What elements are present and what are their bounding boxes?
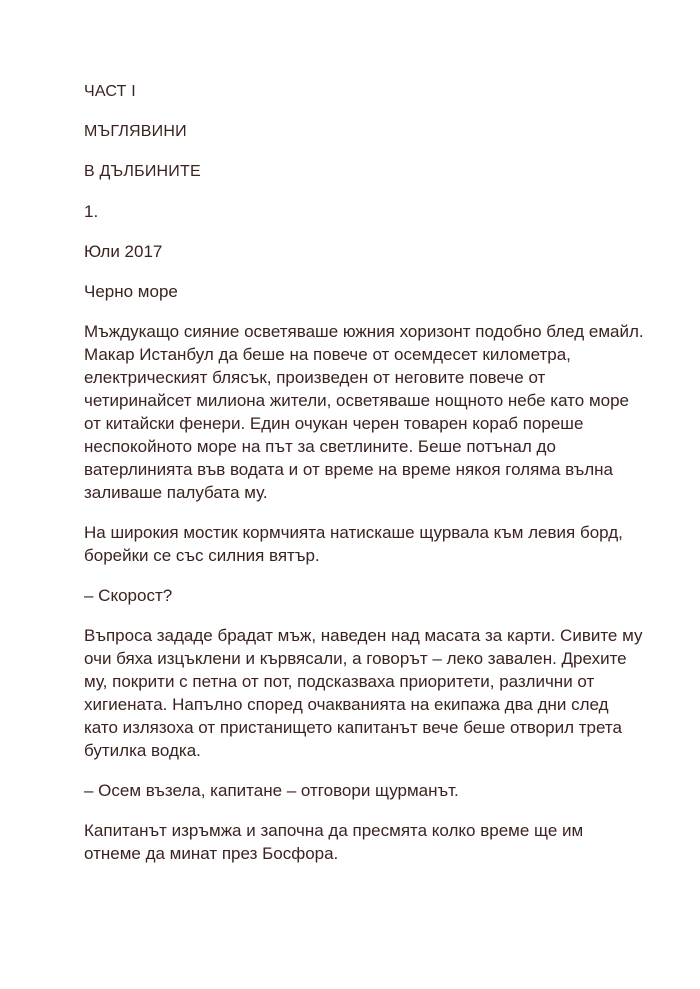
part-label: ЧАСТ I [84,83,136,100]
part-title: МЪГЛЯВИНИ [84,123,187,140]
paragraph: – Осем възела, капитане – отговори щурманът. [84,781,459,800]
paragraph: Мъждукащо сияние осветяваше южния хоризонт подобно блед емайл. Макар Истанбул да беше на повече от осемдесет километра, електрическият блясък, произведен от неговите повече от четиринайсет милиона жители, осветяваше нощното небе като море от китайски фенери. Един очукан черен товарен кораб пореше неспокойното море на път за светлините. Беше потънал до ватерлинията във водата и от време на време някоя голяма вълна заливаше палубата му. [84,322,644,502]
chapter-location: Черно море [84,282,178,301]
paragraph: Въпроса зададе брадат мъж, наведен над масата за карти. Сивите му очи бяха изцъклени и кървясали, а говорът – леко завален. Дрехите му, покрити с петна от пот, подсказваха приоритети, различни от хигиената. Напълно според очакванията на екипажа два дни след като излязоха от пристанището капитанът вече беше отворил трета бутилка водка. [84,626,643,760]
chapter-date: Юли 2017 [84,242,163,261]
chapter-number: 1. [84,202,99,221]
paragraph: На широкия мостик кормчията натискаше щурвала към левия борд, борейки се със силния вятър. [84,523,623,565]
part-subtitle: В ДЪЛБИНИТЕ [84,163,201,180]
paragraph: Капитанът изръмжа и започна да пресмята колко време ще им отнеме да минат през Босфора. [84,821,584,863]
document-content [84,80,644,882]
paragraph: – Скорост? [84,586,173,605]
